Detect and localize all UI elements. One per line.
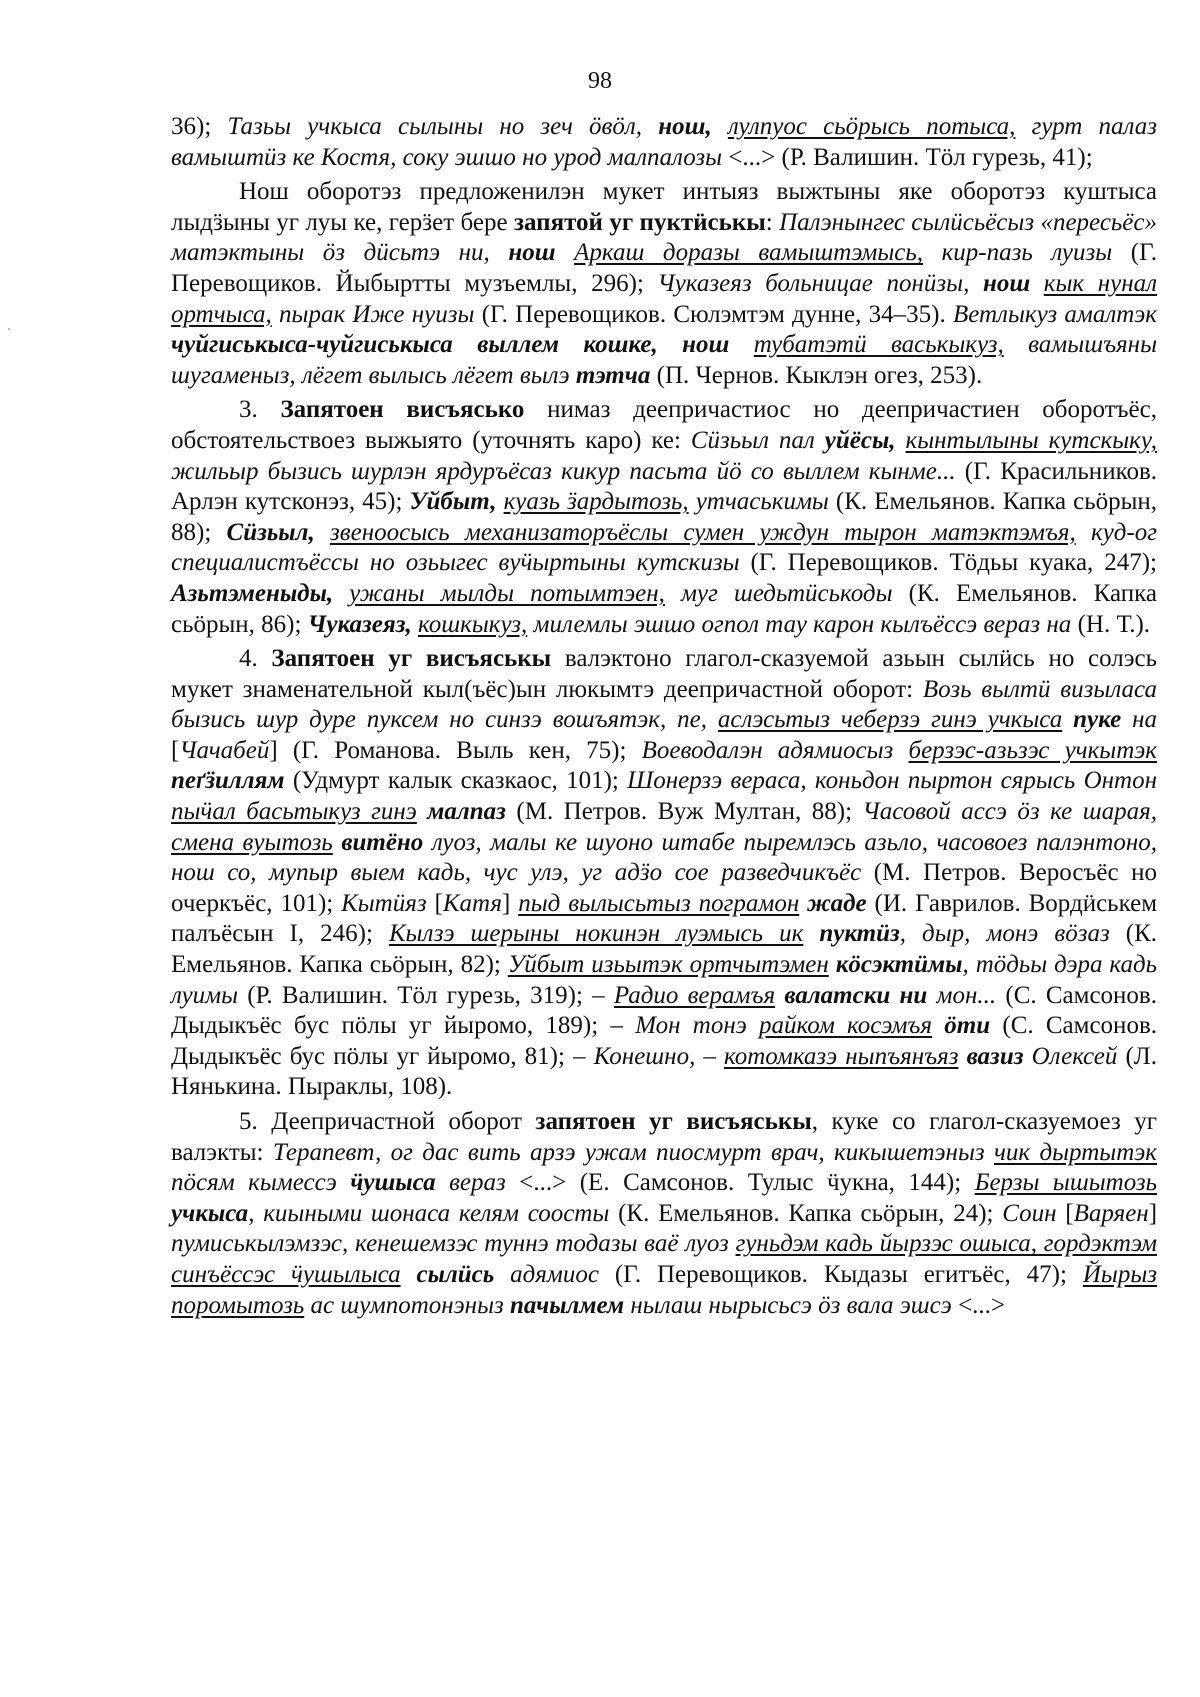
text-run: витёно xyxy=(341,828,432,856)
text-run: нош xyxy=(508,239,575,267)
text-run: куазь ӟардытозь, xyxy=(503,488,689,516)
text-run: (М. Петров. Вуж Мултан, 88); xyxy=(516,798,863,826)
text-run: [ xyxy=(1065,1199,1074,1227)
text-run: звеноосысь механизаторъёслы сумен уждун тырон матэктэмъя, xyxy=(330,518,1076,546)
text-run: (Г. Перевощиков. Сюлэмтэм дунне, 34–35). xyxy=(481,300,953,328)
text-run: , дыр, монэ вӧзаз xyxy=(899,920,1126,948)
text-run: райком косэмъя xyxy=(759,1012,933,1040)
text-run: аслэсьтыз чеберзэ гинэ учкыса xyxy=(717,706,1063,734)
text-run: : xyxy=(765,208,780,236)
text-run: лулпуос сьӧрысь потыса, xyxy=(727,113,1016,140)
text-run: запятой уг пуктӥськы xyxy=(513,208,766,236)
text-run xyxy=(799,890,807,917)
text-run: (Г. Перевощиков. Йыбыртты музъемлы, 296); xyxy=(171,239,1157,297)
text-run: (Г. Перевощиков. Тӧдьы куака, 247); xyxy=(750,549,1158,577)
text-run: <...> (Е. Самсонов. Тулыс ӵукна, 144); xyxy=(519,1169,975,1197)
text-run: <...> xyxy=(958,1291,1006,1319)
text-run: (С. Самсонов. Дыдыкъёс бус пӧлы уг йыромо, 189); – xyxy=(171,981,1157,1040)
text-run: (Г. Красильников. Арлэн кутсконэз, 45); xyxy=(171,457,1158,516)
text-run: Нош оборотэз предложенилэн мукет интыяз выжтыны яке оборотэз куштыса лыдӟыны уг луы ке, герӟет бере xyxy=(171,178,1157,236)
text-run: пыӵал басьтыкуз гинэ xyxy=(171,798,417,826)
text-run xyxy=(775,982,784,1009)
text-run: Йырыз поромытозь xyxy=(171,1260,1158,1319)
text-run: ӧти xyxy=(944,1012,1003,1040)
text-run: жаде xyxy=(807,889,875,917)
text-run: куд-ог специалистъёссы но озьыгес вуӵыртыны кутскизы xyxy=(171,518,1157,577)
text-run: пуктӥз xyxy=(819,920,900,948)
text-run: луоз, малы ке шуоно штабе пыремлэсь азьло, часовоез палэнтоно, нош со, мупыр выем кадь, чус улэ, уг адӟо сое разведчикъёс xyxy=(171,828,1157,887)
text-run: (Р. Валишин. Тӧл гурезь, 319); – xyxy=(247,981,614,1009)
text-run: пачылмем xyxy=(510,1291,631,1319)
text-run: <...> (Р. Валишин. Тӧл гурезь, 41); xyxy=(728,143,1093,171)
text-run: (С. Самсонов. Дыдыкъёс бус пӧлы уг йыромо, 81); – xyxy=(171,1012,1157,1070)
text-run: (Г. Перевощиков. Кыдазы егитъёс, 47); xyxy=(614,1260,1083,1288)
text-run: Воеводалэн адямиосыз xyxy=(641,736,909,764)
text-run: кынтылыны кутскыку, xyxy=(905,426,1157,454)
text-run: адямиос xyxy=(510,1260,615,1288)
text-run: пӧсям кымессэ xyxy=(171,1169,351,1197)
text-run: ас шумпотонэныз xyxy=(304,1291,511,1319)
text-run xyxy=(932,1012,944,1039)
paragraph-p2 xyxy=(171,177,1157,391)
text-run: кошкыкуз, xyxy=(418,610,528,638)
text-run: мон... xyxy=(936,981,1006,1009)
text-run: , тӧдьы дэра кадь луимы xyxy=(171,951,1158,1009)
text-run: учкыса xyxy=(171,1199,249,1227)
text-run: кир-пазь луизы xyxy=(923,239,1131,267)
text-run: (К. Емельянов. Капка сьӧрын, 24); xyxy=(618,1199,1003,1227)
text-run: (П. Чернов. Кыклэн огез, 253). xyxy=(656,361,983,389)
text-run: смена вуытозь xyxy=(171,828,333,856)
text-run: Ветлыкуз амалтэк xyxy=(952,300,1157,328)
text-run: Шонерзэ вераса, коньдон пыртон сярысь Онтон xyxy=(627,767,1157,795)
text-run: кык нунал ортчыса, xyxy=(171,269,1157,328)
text-run: пуке xyxy=(1073,706,1133,734)
text-run: (И. Гаврилов. Вордӥськем палъёсын I, 246); xyxy=(171,889,1158,948)
text-run: Терапевт, ог дас вить арзэ ужам пиосмурт врач, кикышетэныз xyxy=(272,1138,994,1166)
text-run: 36); xyxy=(171,113,228,140)
text-run: на xyxy=(1132,706,1157,734)
text-run: уйёсы, xyxy=(824,426,906,454)
text-run: берзэс-азьзэс учкытэк xyxy=(908,736,1157,764)
text-run: [ xyxy=(171,736,180,764)
text-run: Катя xyxy=(442,889,502,917)
text-run: (К. Емельянов. Капка сьӧрын, 82); xyxy=(171,920,1158,979)
paragraph-p3 xyxy=(171,395,1157,640)
paragraph-p1 xyxy=(171,112,1157,173)
text-run: Аркаш доразы вамыштэмысь, xyxy=(574,239,924,267)
text-run: 3. xyxy=(239,396,281,424)
text-run: Сӥзьыл, xyxy=(226,518,330,546)
text-run: (К. Емельянов. Капка сьӧрын, 88); xyxy=(171,488,1158,546)
text-run: Берзы ышытозь xyxy=(974,1169,1157,1197)
text-run: 5. Деепричастной оборот xyxy=(239,1108,536,1135)
scan-artifact xyxy=(8,328,10,330)
text-run: ] (Г. Романова. Выль кен, 75); xyxy=(269,736,642,764)
paragraph-p5 xyxy=(171,1107,1157,1321)
text-run: (Удмурт калык сказкаос, 101); xyxy=(292,767,628,795)
text-run xyxy=(417,798,427,825)
body-text xyxy=(171,112,1157,1321)
text-run: [ xyxy=(434,889,443,917)
text-run: Олексей xyxy=(1031,1042,1126,1070)
text-run: (Л. Нянькина. Пыраклы, 108). xyxy=(171,1042,1157,1101)
text-run: тубатэтӥ васькыкуз, xyxy=(753,331,1004,359)
text-run: Конешно, – xyxy=(593,1042,725,1070)
text-run: , киыными шонаса келям сооcты xyxy=(248,1199,619,1227)
text-run: нылаш нырысьсэ ӧз вала эшсэ xyxy=(630,1291,959,1319)
text-run: пырак Иже нуизы xyxy=(271,300,482,328)
text-run: Чуказеяз, xyxy=(307,610,419,638)
text-run: чуйгиськыса-чуйгиськыса выллем кошке, нош xyxy=(171,331,754,359)
paragraph-p4 xyxy=(171,644,1157,1103)
text-run: нош, xyxy=(658,113,728,140)
text-run: жильыр бызись шурлэн ярдуръёсаз кикур пасьта йӧ со выллем кынме... xyxy=(171,457,965,485)
text-run: валэктоно глагол-сказуемой азьын сылӥсь но солэсь мукет знаменательной кыл(ъёс)ын люкымтэ деепричастной оборот: xyxy=(171,645,1158,703)
text-run: кӧсэктӥмы xyxy=(835,951,963,979)
text-run: ӵушыса xyxy=(350,1169,450,1197)
text-run: ужаны мылды потымтэен, xyxy=(349,579,665,607)
text-run: валатски ни xyxy=(784,981,937,1009)
text-run: котомказэ ныпъянъяз xyxy=(724,1042,959,1070)
text-run: , куке со глагол-сказуемоез уг валэкты: xyxy=(171,1108,1157,1166)
text-run: гурт палаз вамыштӥз ке Костя, соку эшшо но урод малпалозы xyxy=(171,113,1157,171)
text-run: пеґӟиллям xyxy=(171,767,293,795)
text-run: Радио верамъя xyxy=(613,981,776,1009)
text-run: 4. xyxy=(239,645,272,673)
text-run: нимаз деепричастиос но деепричастиен оборотъёс, обстоятельствоез выжыято (уточнять каро) ке: xyxy=(171,396,1157,454)
text-run: ] xyxy=(1148,1199,1158,1227)
text-run: Кытӥяз xyxy=(341,889,435,917)
text-run: нош xyxy=(982,269,1044,297)
text-run: (М. Петров. Веросъёс но очеркъёс, 101); xyxy=(171,859,1157,917)
text-run: вазиз xyxy=(966,1042,1032,1070)
text-run: Тазьы учкыса сылыны но зеч ӧвӧл, xyxy=(227,113,659,140)
text-run: Варяен xyxy=(1073,1199,1149,1227)
text-run: утчаськимы xyxy=(688,488,836,516)
text-run: Запятоен висъясько xyxy=(280,396,525,424)
text-run: Часовой ассэ ӧз ке шарая, xyxy=(862,798,1157,826)
text-run xyxy=(958,1043,966,1070)
text-run: пыд вылысьтыз пограмон xyxy=(518,889,800,917)
text-run: Чачабей xyxy=(179,736,270,764)
text-run xyxy=(401,1261,417,1288)
text-run xyxy=(1062,706,1073,733)
text-run: Кылзэ шерыны нокинэн луэмысь ик xyxy=(388,920,804,948)
text-run: Уйбыт изьытэк ортчытэмен xyxy=(507,951,829,979)
text-run: сылӥсь xyxy=(416,1260,511,1288)
text-run: вамышъяны шугаменыз, лёгет вылысь лёгет вылэ xyxy=(171,331,1157,389)
text-run: (К. Емельянов. Капка сьӧрын, 86); xyxy=(171,579,1157,638)
text-run: Азьтэменыды, xyxy=(171,579,350,607)
text-run: (Н. Т.). xyxy=(1077,610,1151,638)
text-run: милемлы эшшо огпол тау карон кылъёссэ вераз на xyxy=(527,610,1078,638)
text-run xyxy=(803,920,819,947)
text-run: малпаз xyxy=(427,798,517,826)
text-run: Возь вылтӥ визыласа бызись шур дуре пуксем но синзэ вошъятэк, пе, xyxy=(171,675,1157,734)
text-run: пумиськылэмзэс, кенешемзэс туннэ тодазы ваё луоз xyxy=(171,1230,736,1258)
text-run: Уйбыт, xyxy=(409,488,504,516)
text-run: чик дыртытэк xyxy=(994,1138,1157,1166)
text-run: гуньдэм кадь йырзэс ошыса, гордэктэм синъёссэс ӵушылыса xyxy=(171,1230,1157,1288)
text-run: Палэнынгес сылӥсьёсыз «пересьёс» матэктыны ӧз дӥсьтэ ни, xyxy=(171,208,1157,267)
text-run: Мон тонэ xyxy=(635,1012,760,1040)
text-run: вераз xyxy=(449,1169,520,1197)
text-run: тэтча xyxy=(575,361,657,389)
text-run: Запятоен уг висъяськы xyxy=(271,645,552,673)
page-number: 98 xyxy=(588,68,612,94)
text-run: Соин xyxy=(1002,1199,1066,1227)
text-run: Чуказеяз больницае понӥзы, xyxy=(657,269,983,297)
text-run: Сӥзьыл пал xyxy=(690,426,825,454)
text-run xyxy=(829,951,836,978)
text-run: ] xyxy=(501,889,519,917)
text-run: муг шедьтӥськоды xyxy=(664,579,909,607)
text-run: запятоен уг висъяськы xyxy=(535,1108,812,1135)
